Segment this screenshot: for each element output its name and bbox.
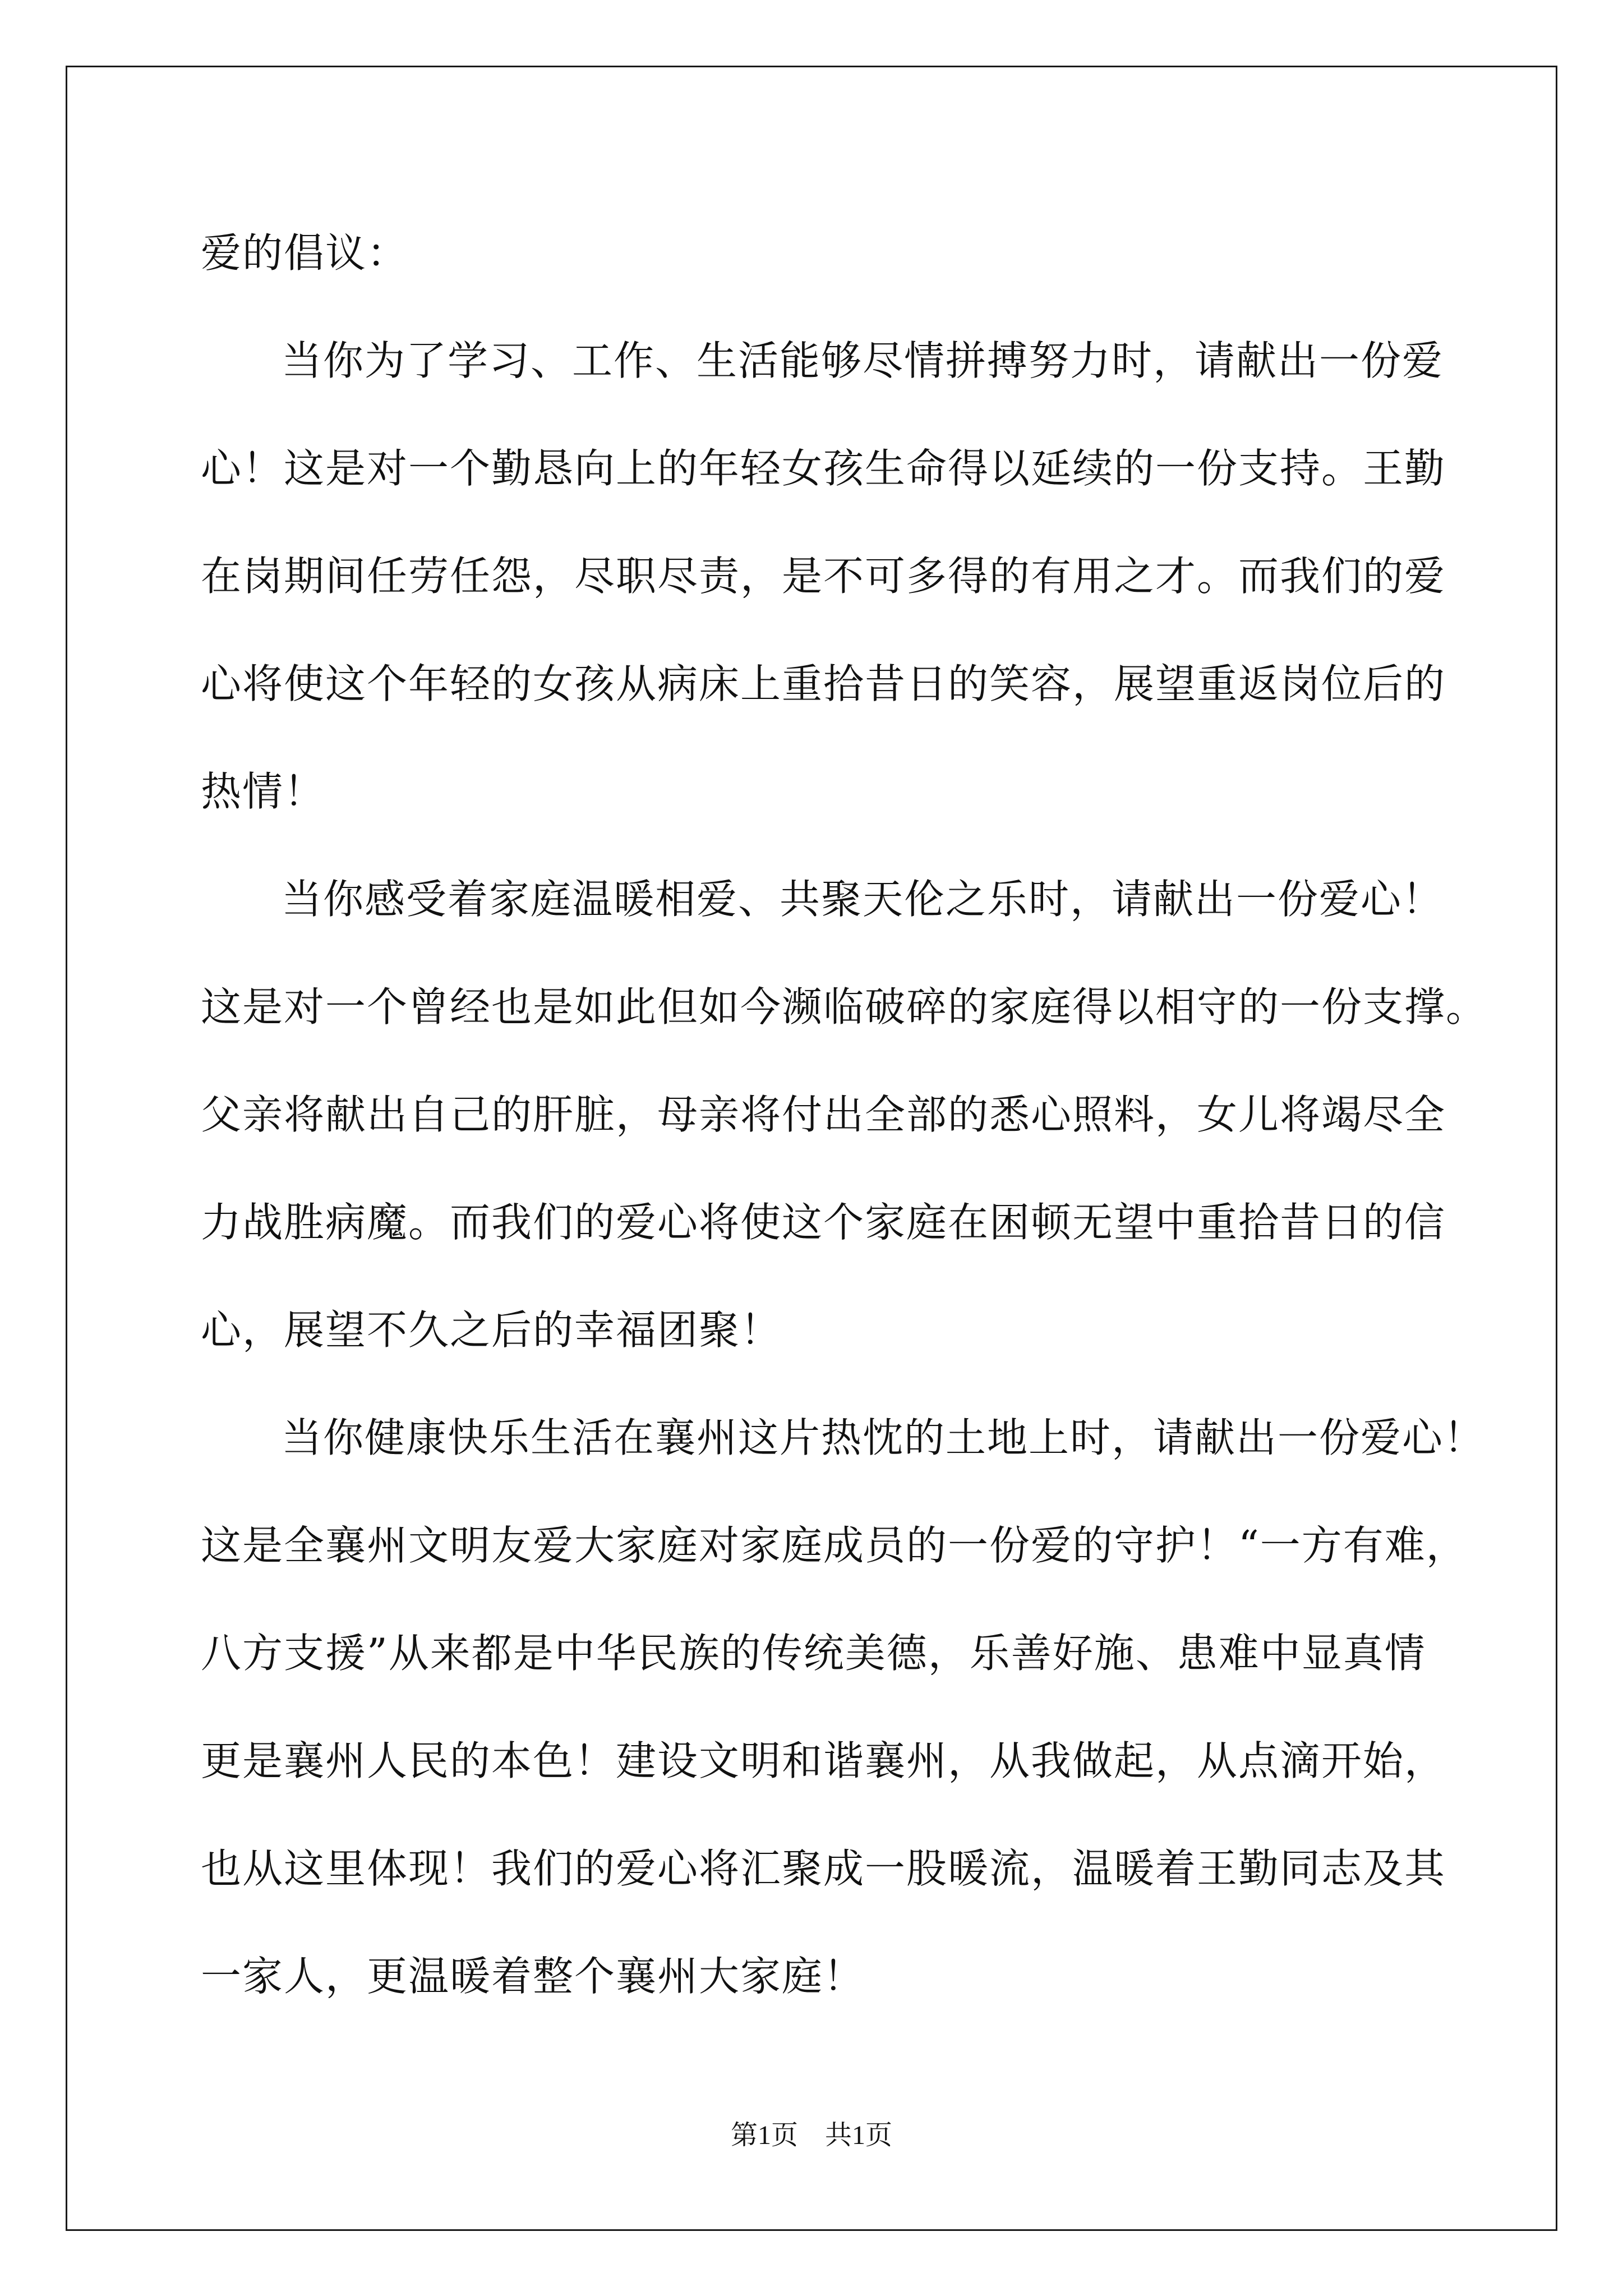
- paragraph-3-line-2: 这是全襄州文明友爱大家庭对家庭成员的一份爱的守护！“一方有难，: [201, 1522, 1468, 1569]
- paragraph-2-line-1: 当你感受着家庭温暖相爱、共聚天伦之乐时，请献出一份爱心！: [282, 876, 1444, 923]
- paragraph-3-line-3: 八方支援”从来都是中华民族的传统美德，乐善好施、患难中显真情: [201, 1630, 1426, 1677]
- paragraph-3-line-1: 当你健康快乐生活在襄州这片热忱的土地上时，请献出一份爱心！: [282, 1414, 1486, 1461]
- page-border: [66, 66, 1557, 2231]
- heading-line: 爱的倡议：: [201, 229, 409, 277]
- paragraph-2-line-2: 这是对一个曾经也是如此但如今濒临破碎的家庭得以相守的一份支撑。: [201, 983, 1488, 1030]
- paragraph-3-line-4: 更是襄州人民的本色！建设文明和谐襄州，从我做起，从点滴开始，: [201, 1737, 1446, 1784]
- paragraph-1-line-2: 心！这是对一个勤恳向上的年轻女孩生命得以延续的一份支持。王勤: [201, 445, 1446, 492]
- paragraph-2-line-3: 父亲将献出自己的肝脏，母亲将付出全部的悉心照料，女儿将竭尽全: [201, 1091, 1446, 1138]
- paragraph-3-line-5: 也从这里体现！我们的爱心将汇聚成一股暖流，温暖着王勤同志及其: [201, 1845, 1446, 1892]
- page-number-footer: 第1页 共1页: [730, 2120, 892, 2150]
- paragraph-1-line-4: 心将使这个年轻的女孩从病床上重拾昔日的笑容，展望重返岗位后的: [201, 660, 1446, 707]
- paragraph-1-line-5: 热情！: [201, 768, 326, 815]
- paragraph-1-line-3: 在岗期间任劳任怨，尽职尽责，是不可多得的有用之才。而我们的爱: [201, 553, 1446, 600]
- paragraph-1-line-1: 当你为了学习、工作、生活能够尽情拼搏努力时，请献出一份爱: [282, 337, 1444, 384]
- paragraph-3-line-6: 一家人，更温暖着整个襄州大家庭！: [201, 1953, 865, 2000]
- paragraph-2-line-4: 力战胜病魔。而我们的爱心将使这个家庭在困顿无望中重拾昔日的信: [201, 1199, 1446, 1246]
- paragraph-2-line-5: 心，展望不久之后的幸福团聚！: [201, 1306, 782, 1354]
